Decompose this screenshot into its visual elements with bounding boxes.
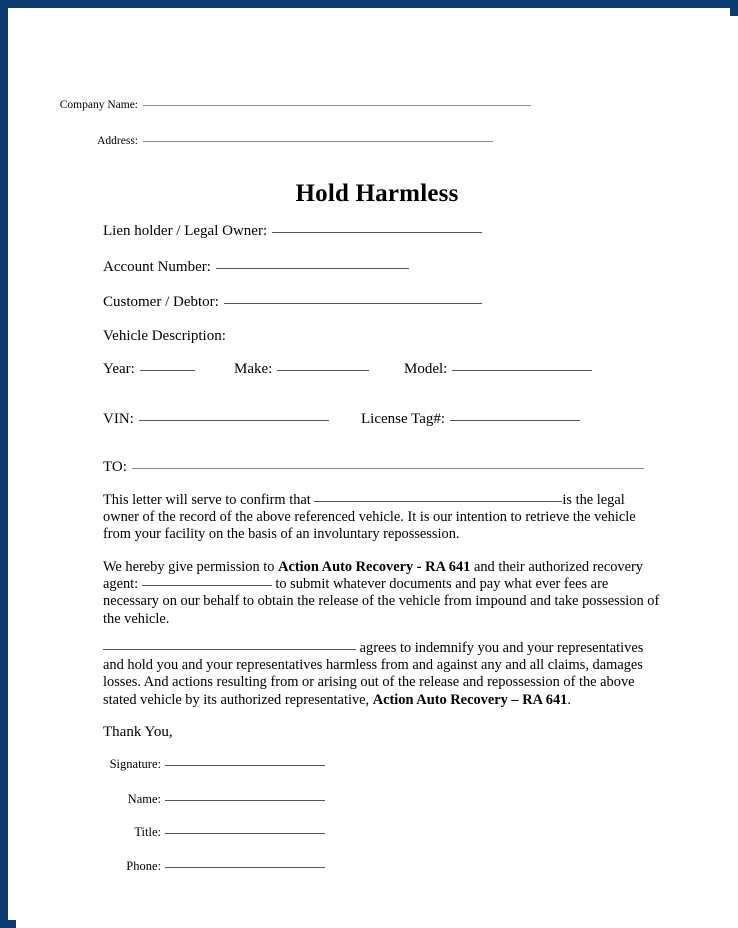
paragraph3-indemnitor-blank[interactable] — [103, 649, 356, 650]
title-line[interactable] — [165, 833, 325, 834]
to-label: TO: — [103, 459, 127, 475]
license-tag-line[interactable] — [450, 420, 580, 421]
model-label: Model: — [404, 361, 448, 377]
make-label: Make: — [234, 361, 273, 377]
title-label: Title: — [134, 825, 161, 839]
address-line[interactable] — [143, 141, 493, 142]
paragraph1-part2: is the legal owner of the record of the above referenced vehicle. It is our intention to retrieve the vehicle from your facility on the basis of an involuntary repossession. — [103, 492, 636, 543]
paragraph1-part1: This letter will serve to confirm that — [103, 492, 311, 508]
paragraph3-company-name: Action Auto Recovery – RA 641 — [372, 691, 568, 708]
vin-field[interactable] — [103, 410, 329, 429]
address-label: Address: — [97, 135, 138, 147]
paragraph2-part1: We hereby give permission to — [103, 559, 275, 575]
address-field[interactable] — [48, 134, 493, 148]
paragraph3-part1: agrees to indemnify you and your representatives and hold you and your representatives harmless from and against any and all claims, damages losses. And actions resulting from or arising out of the release and repossession of the above stated vehicle by its authorized representative, — [103, 640, 644, 708]
make-line[interactable] — [277, 370, 369, 371]
phone-line[interactable] — [165, 867, 325, 868]
name-line[interactable] — [165, 800, 325, 801]
lien-holder-field[interactable] — [103, 222, 482, 241]
name-field[interactable] — [103, 791, 325, 807]
account-number-label: Account Number: — [103, 259, 211, 275]
customer-debtor-label: Customer / Debtor: — [103, 294, 219, 310]
account-number-field[interactable] — [103, 258, 409, 277]
year-line[interactable] — [140, 370, 195, 371]
company-name-field[interactable] — [48, 98, 531, 112]
phone-field[interactable] — [103, 858, 325, 874]
paragraph-permission — [103, 559, 663, 628]
company-name-label: Company Name: — [59, 99, 138, 111]
document-sheet — [16, 16, 738, 928]
signature-field[interactable] — [103, 756, 325, 772]
model-line[interactable] — [452, 370, 592, 371]
customer-debtor-line[interactable] — [224, 303, 482, 304]
paragraph2-company-name: Action Auto Recovery - RA 641 — [278, 559, 471, 575]
paragraph1-owner-blank[interactable] — [314, 501, 562, 502]
paragraph2-part3: to submit whatever documents and pay what ever fees are necessary on our behalf to obtain the release of the vehicle from impound and take possession of the vehicle. — [103, 576, 660, 627]
account-number-line[interactable] — [216, 268, 409, 269]
page-title: Hold Harmless — [295, 180, 459, 207]
license-tag-field[interactable] — [361, 410, 580, 429]
model-field[interactable] — [404, 360, 592, 379]
signature-label: Signature: — [109, 757, 161, 771]
paragraph3-part2: . — [567, 691, 571, 708]
lien-holder-label: Lien holder / Legal Owner: — [103, 223, 268, 239]
to-line[interactable] — [132, 468, 644, 469]
paragraph2-agent-blank[interactable] — [142, 585, 272, 586]
make-field[interactable] — [234, 360, 369, 379]
vehicle-description-label: Vehicle Description: — [103, 328, 226, 344]
lien-holder-line[interactable] — [272, 232, 482, 233]
year-label: Year: — [103, 361, 135, 377]
vin-line[interactable] — [139, 420, 329, 421]
title-field[interactable] — [103, 824, 325, 840]
closing-text: Thank You, — [103, 724, 173, 740]
signature-line[interactable] — [165, 765, 325, 766]
year-field[interactable] — [103, 360, 195, 379]
paragraph2-part2: and their authorized recovery agent: — [103, 559, 643, 593]
to-field[interactable] — [103, 458, 644, 477]
customer-debtor-field[interactable] — [103, 293, 482, 312]
name-label: Name: — [127, 792, 161, 806]
company-name-line[interactable] — [143, 105, 531, 106]
paragraph-indemnify — [103, 640, 663, 709]
license-tag-label: License Tag#: — [361, 411, 446, 427]
paragraph-confirmation — [103, 492, 663, 544]
phone-label: Phone: — [126, 859, 161, 873]
vin-label: VIN: — [103, 411, 134, 427]
